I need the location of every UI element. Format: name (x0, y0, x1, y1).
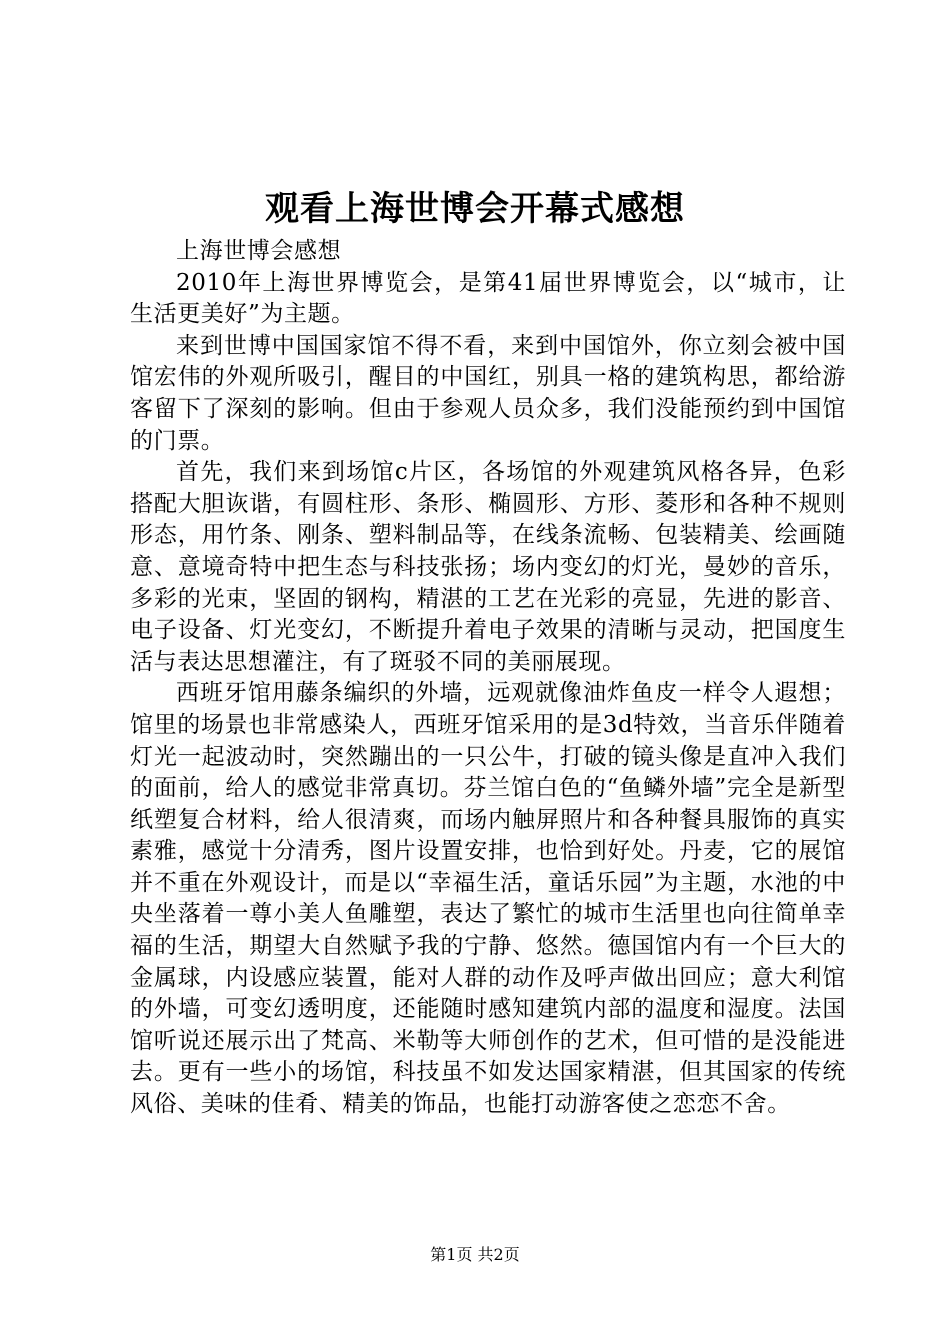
document-title: 观看上海世博会开幕式感想 (265, 189, 685, 229)
paragraph-zone-c: 首先，我们来到场馆c片区，各场馆的外观建筑风格各异，色彩搭配大胆诙谐，有圆柱形、条形、椭圆形、方形、菱形和各种不规则形态，用竹条、刚条、塑料制品等，在线条流畅、包装精美、绘画随意、意境奇特中把生态与科技张扬；场内变幻的灯光，曼妙的音乐，多彩的光束，坚固的钢构，精湛的工艺在光彩的亮显，先进的影音、电子设备、灯光变幻，不断提升着电子效果的清晰与灵动，把国度生活与表达思想灌注，有了斑驳不同的美丽展现。 (130, 459, 846, 675)
page-footer: 第1页 共2页 (430, 1245, 520, 1264)
document-body (130, 236, 846, 1121)
paragraph-intro: 2010年上海世界博览会，是第41届世界博览会，以“城市，让生活更美好”为主题。 (130, 269, 846, 328)
paragraph-foreign-pavilions: 西班牙馆用藤条编织的外墙，远观就像油炸鱼皮一样令人遐想；馆里的场景也非常感染人，西班牙馆采用的是3d特效，当音乐伴随着灯光一起波动时，突然蹦出的一只公牛，打破的镜头像是直冲入我们的面前，给人的感觉非常真切。芬兰馆白色的“鱼鳞外墙”完全是新型纸塑复合材料，给人很清爽，而场内触屏照片和各种餐具服饰的真实素雅，感觉十分清秀，图片设置安排，也恰到好处。丹麦，它的展馆并不重在外观设计，而是以“幸福生活，童话乐园”为主题，水池的中央坐落着一尊小美人鱼雕塑，表达了繁忙的城市生活里也向往简单幸福的生活，期望大自然赋予我的宁静、悠然。德国馆内有一个巨大的金属球，内设感应装置，能对人群的动作及呼声做出回应；意大利馆的外墙，可变幻透明度，还能随时感知建筑内部的温度和湿度。法国馆听说还展示出了梵高、米勒等大师创作的艺术，但可惜的是没能进去。更有一些小的场馆，科技虽不如发达国家精湛，但其国家的传统风俗、美味的佳肴、精美的饰品，也能打动游客使之恋恋不舍。 (130, 680, 846, 1118)
paragraph-china-pavilion: 来到世博中国国家馆不得不看，来到中国馆外，你立刻会被中国馆宏伟的外观所吸引，醒目的中国红，别具一格的建筑构思，都给游客留下了深刻的影响。但由于参观人员众多，我们没能预约到中国馆的门票。 (130, 332, 846, 454)
paragraph-subtitle: 上海世博会感想 (176, 238, 342, 264)
